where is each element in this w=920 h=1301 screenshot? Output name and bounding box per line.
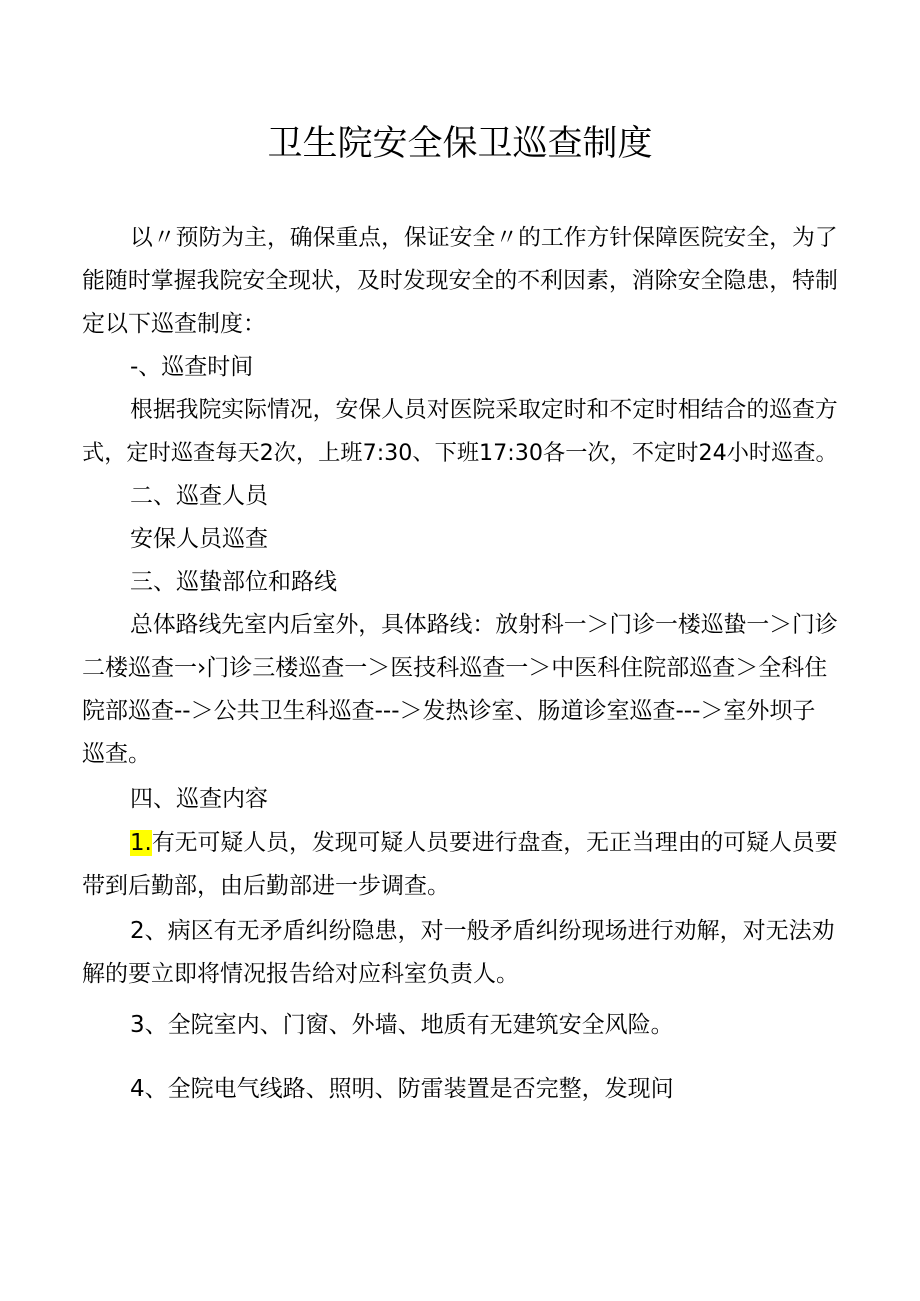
section-time-line-1: 根据我院实际情况，安保人员对医院采取定时和不定时相结合的巡查方 [130, 397, 838, 423]
content-item-1-line-1 [130, 826, 838, 860]
content-item-4-line-1: 4、全院电气线路、照明、防雷装置是否完整，发现问 [130, 1076, 674, 1102]
intro-line-3: 定以下巡查制度： [82, 311, 266, 337]
content-item-1-text: 有无可疑人员，发现可疑人员要进行盘查，无正当理由的可疑人员要 [151, 830, 838, 856]
section-time-line-2: 式，定时巡查每天2次，上班7:30、下班17:30各一次，不定时24小时巡查。 [82, 440, 838, 466]
section-heading-content: 四、巡查内容 [130, 786, 268, 812]
section-heading-route: 三、巡蛰部位和路线 [130, 569, 337, 595]
intro-line-2: 能随时掌握我院安全现状，及时发现安全的不利因素，消除安全隐患，特制 [82, 268, 838, 294]
content-item-3-line-1: 3、全院室内、门窗、外墙、地质有无建筑安全风险。 [130, 1012, 674, 1038]
section-route-line-3: 院部巡查--＞公共卫生科巡查---＞发热诊室、肠道诊室巡查---＞室外坝子 [82, 698, 816, 724]
section-personnel-line-1: 安保人员巡查 [130, 526, 268, 552]
section-heading-personnel: 二、巡查人员 [130, 483, 268, 509]
section-heading-time: -、巡查时间 [130, 354, 254, 380]
page-title: 卫生院安全保卫巡查制度 [267, 124, 653, 164]
section-route-line-1: 总体路线先室内后室外，具体路线：放射科一＞门诊一楼巡蛰一＞门诊 [130, 612, 838, 638]
intro-line-1: 以〃预防为主，确保重点，保证安全〃的工作方针保障医院安全，为了 [130, 225, 838, 251]
content-item-2-line-1: 2、病区有无矛盾纠纷隐患，对一般矛盾纠纷现场进行劝解，对无法劝 [130, 918, 835, 944]
highlighted-item-number: 1. [130, 830, 152, 856]
section-route-line-2: 二楼巡查一›门诊三楼巡查一＞医技科巡查一＞中医科住院部巡查＞全科住 [82, 655, 828, 681]
section-route-line-4: 巡查。 [82, 741, 151, 767]
content-item-2-line-2: 解的要立即将情况报告给对应科室负责人。 [82, 961, 519, 987]
content-item-1-line-2: 带到后勤部，由后勤部进一步调查。 [82, 873, 450, 899]
